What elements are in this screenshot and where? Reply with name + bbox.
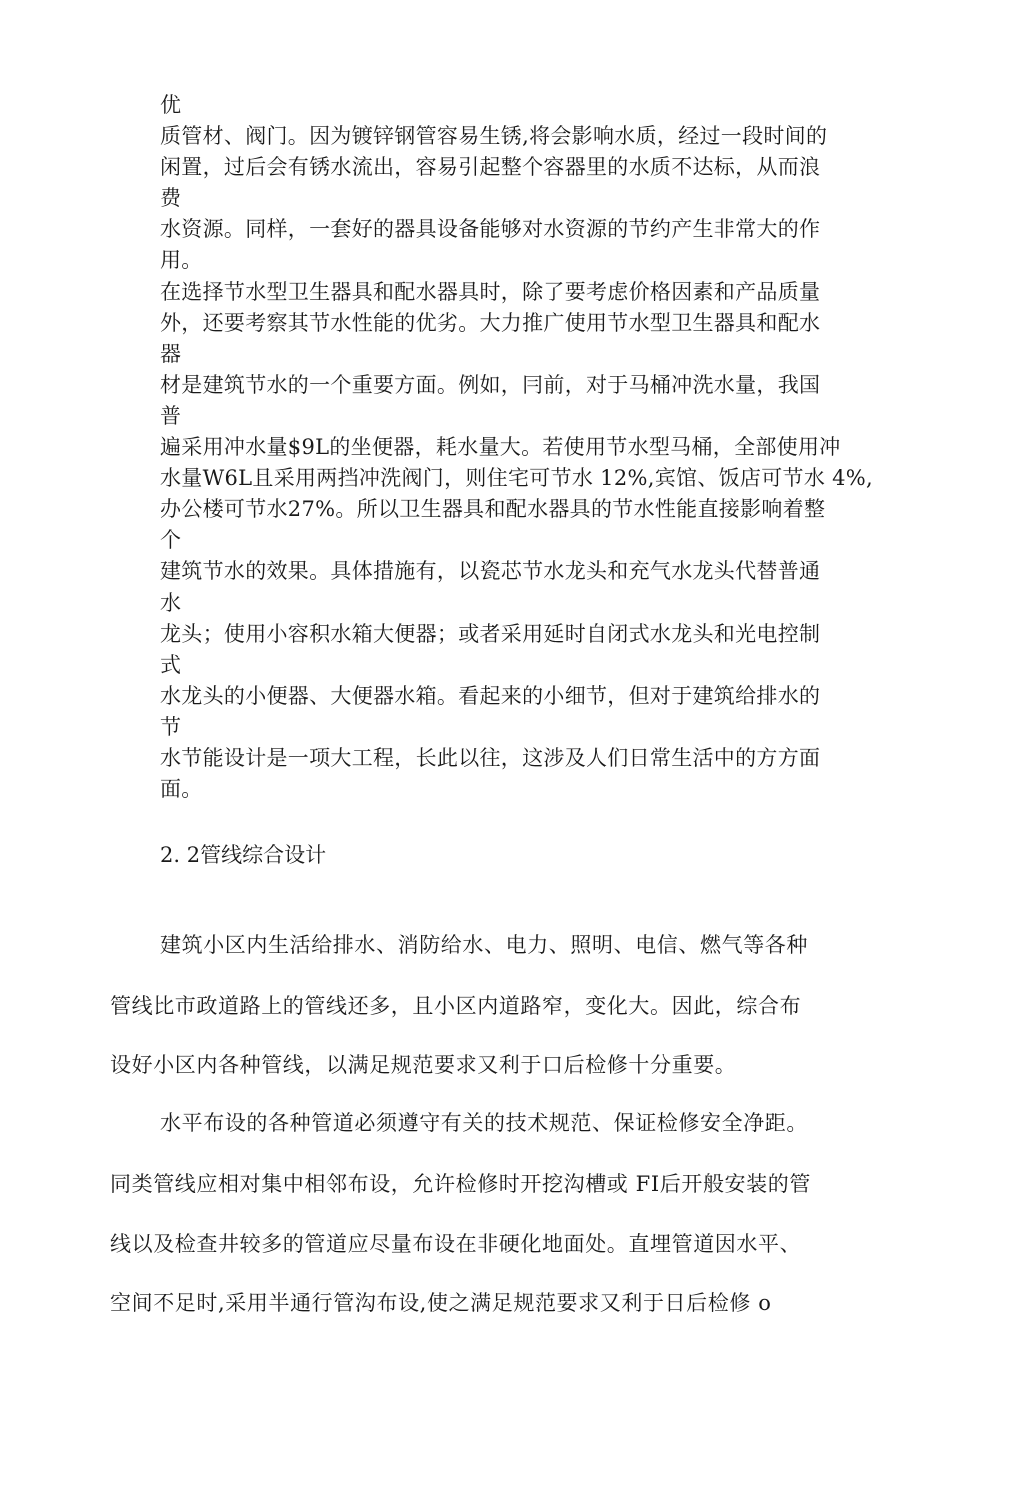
text-line: 建筑节水的效果。具体措施有，以瓷芯节水龙头和充气水龙头代替普通 <box>160 559 821 584</box>
text-line: 空间不足时,采用半通行管沟布设,使之满足规范要求又利于日后检修 o <box>110 1291 772 1315</box>
text-line: 同类管线应相对集中相邻布设，允许检修时开挖沟槽或 FI后开般安装的管 <box>110 1172 811 1196</box>
text-line: 水平布设的各种管道必须遵守有关的技术规范、保证检修安全净距。 <box>160 1111 808 1135</box>
text-line: 节 <box>160 714 182 739</box>
continuation-text-block <box>160 90 940 805</box>
text-line: 龙头；使用小容积水箱大便器；或者采用延时自闭式水龙头和光电控制 <box>160 621 821 646</box>
text-line: 水节能设计是一项大工程，长此以往，这涉及人们日常生活中的方方面 <box>160 745 821 770</box>
text-line: 用。 <box>160 248 203 273</box>
text-line: 式 <box>160 652 182 677</box>
text-line: 面。 <box>160 777 203 802</box>
text-line: 办公楼可节水27%。所以卫生器具和配水器具的节水性能直接影响着整 <box>160 497 826 522</box>
text-line: 管线比市政道路上的管线还多，且小区内道路窄，变化大。因此，综合布 <box>110 994 802 1018</box>
section-heading: 2. 2管线综合设计 <box>160 843 327 867</box>
text-line: 建筑小区内生活给排水、消防给水、电力、照明、电信、燃气等各种 <box>160 933 808 957</box>
text-line: 材是建筑节水的一个重要方面。例如，冃前，对于马桶冲洗水量，我国 <box>160 372 821 397</box>
text-line: 线以及检查井较多的管道应尽量布设在非硬化地面处。直埋管道因水平、 <box>110 1232 802 1256</box>
text-line: 质管材、阀门。因为镀锌钢管容易生锈,将会影响水质，经过一段时间的 <box>160 124 828 149</box>
text-line: 闲置，过后会有锈水流出，容易引起整个容器里的水质不达标，从而浪 <box>160 155 821 180</box>
text-line: 优 <box>160 93 182 117</box>
text-line: 费 <box>160 186 182 211</box>
text-line: 在选择节水型卫生器具和配水器具时，除了要考虑价格因素和产品质量 <box>160 279 821 304</box>
text-line: 水资源。同样，一套好的器具设备能够对水资源的节约产生非常大的作 <box>160 217 821 242</box>
text-line: 水龙头的小便器、大便器水箱。看起来的小细节，但对于建筑给排水的 <box>160 683 821 708</box>
text-line: 水量W6L且采用两挡冲洗阀门，则住宅可节水 12%,宾馆、饭店可节水 4%, <box>160 466 873 491</box>
text-line: 水 <box>160 590 182 615</box>
text-line: 个 <box>160 528 182 553</box>
text-line: 器 <box>160 341 182 366</box>
text-line: 外，还要考察其节水性能的优劣。大力推广使用节水型卫生器具和配水 <box>160 310 821 335</box>
text-line: 设好小区内各种管线，以满足规范要求又利于口后检修十分重要。 <box>110 1053 737 1077</box>
text-line: 普 <box>160 403 182 428</box>
text-line: 遍采用冲水量$9L的坐便器，耗水量大。若使用节水型马桶，全部使用冲 <box>160 435 841 460</box>
